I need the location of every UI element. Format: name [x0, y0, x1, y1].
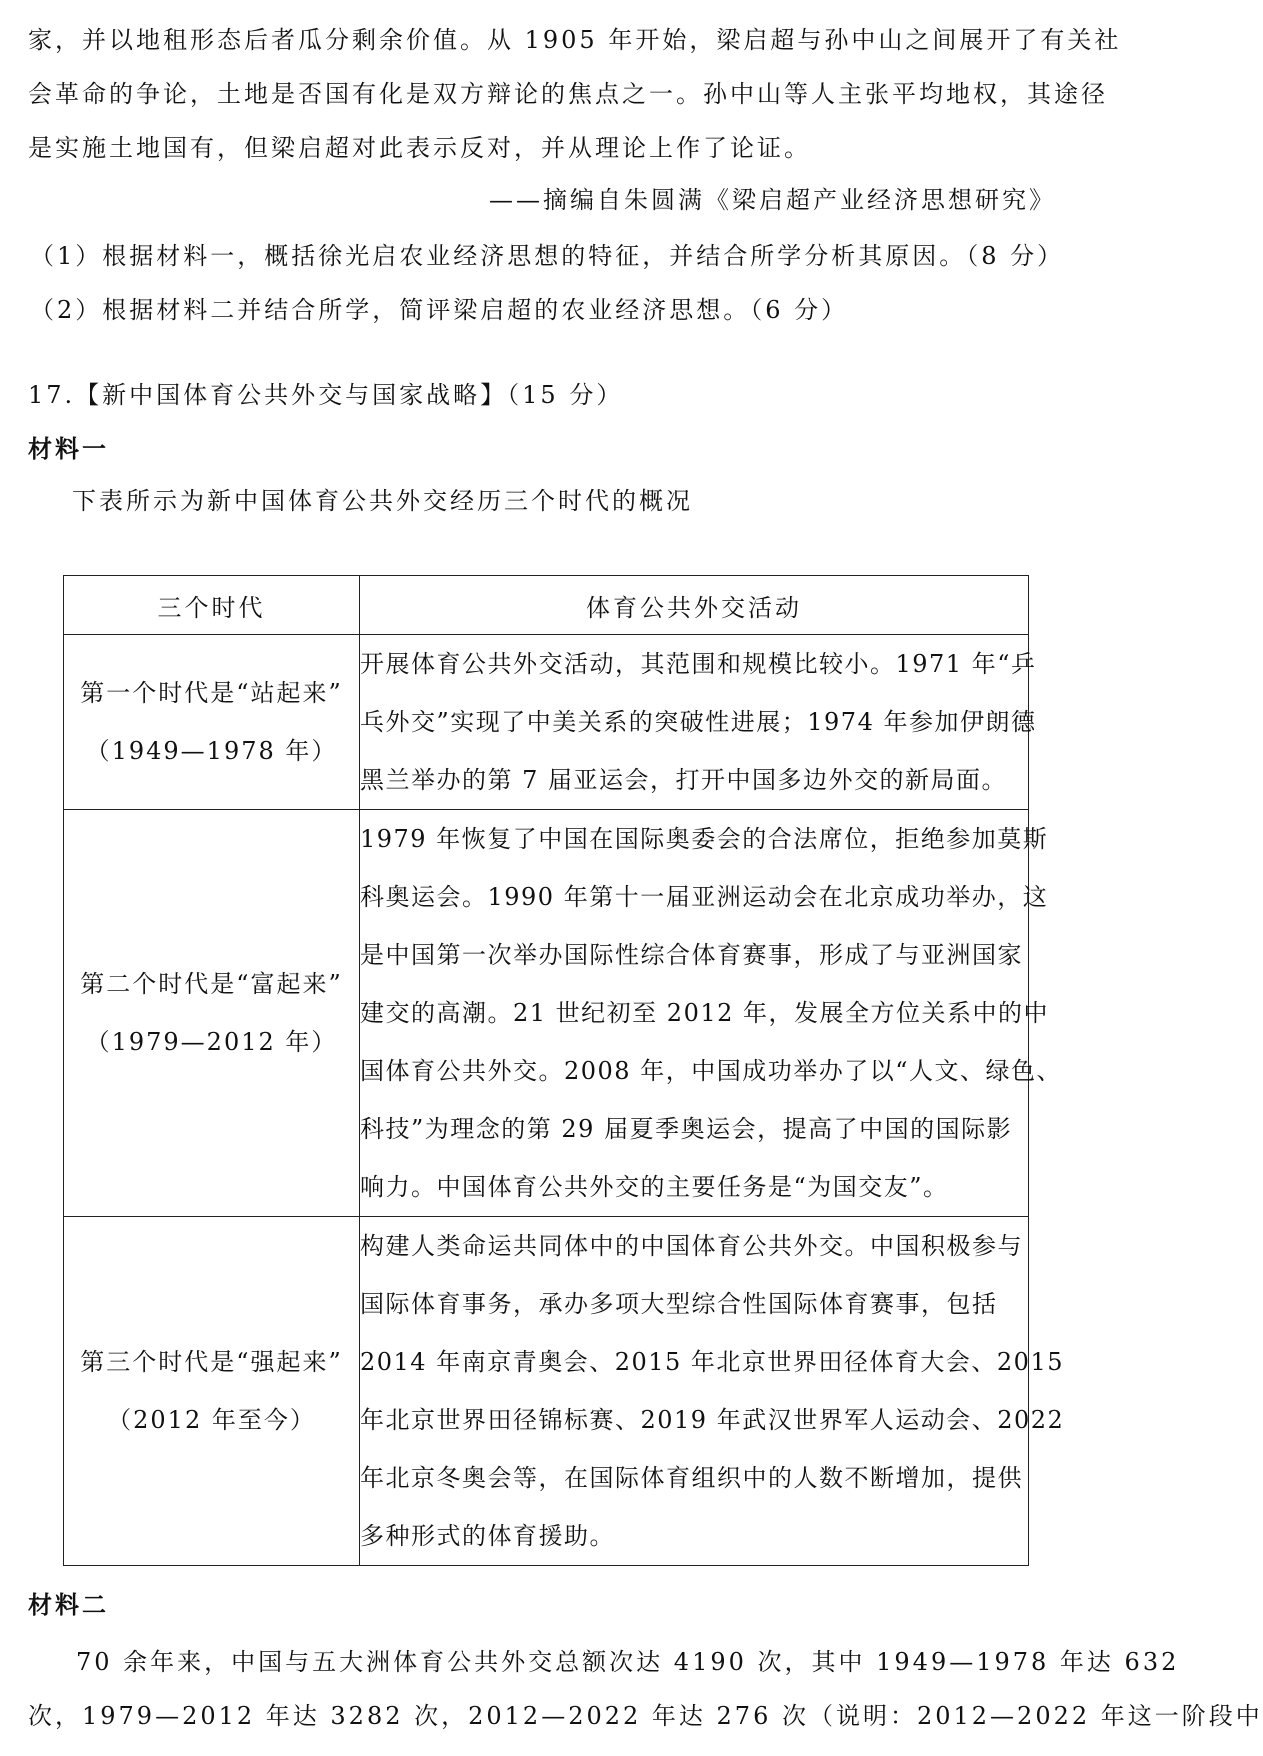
activity-line: 是中国第一次举办国际性综合体育赛事，形成了与亚洲国家: [360, 941, 1023, 969]
source-citation: ——摘编自朱圆满《梁启超产业经济思想研究》: [489, 186, 1056, 214]
activity-line: 构建人类命运共同体中的中国体育公共外交。中国积极参与: [360, 1232, 1023, 1260]
table-intro: 下表所示为新中国体育公共外交经历三个时代的概况: [72, 487, 693, 515]
era-years: （2012 年至今）: [107, 1406, 316, 1434]
material1-label: 材料一: [28, 434, 109, 463]
activity-line: 响力。中国体育公共外交的主要任务是“为国交友”。: [360, 1173, 949, 1201]
activity-cell: [360, 1217, 1065, 1566]
question-17-title: 17.【新中国体育公共外交与国家战略】（15 分）: [28, 381, 624, 409]
subquestion-2: （2）根据材料二并结合所学，简评梁启超的农业经济思想。（6 分）: [30, 296, 849, 324]
activity-line: 科技”为理念的第 29 届夏季奥运会，提高了中国的国际影: [360, 1115, 1013, 1143]
paragraph-line: 70 余年来，中国与五大洲体育公共外交总额次达 4190 次，其中 1949—1978 年达 632: [76, 1648, 1180, 1676]
paragraph-line: 是实施土地国有，但梁启超对此表示反对，并从理论上作了论证。: [28, 134, 811, 162]
table-header-activity: 体育公共外交活动: [360, 576, 1029, 635]
era-table: [63, 575, 1065, 1566]
material2-label: 材料二: [28, 1590, 109, 1619]
activity-cell: [360, 635, 1037, 810]
era-years: （1949—1978 年）: [85, 737, 338, 765]
era-cell: [64, 635, 360, 810]
activity-line: 2014 年南京青奥会、2015 年北京世界田径体育大会、2015: [360, 1348, 1064, 1376]
activity-line: 开展体育公共外交活动，其范围和规模比较小。1971 年“乒: [360, 650, 1037, 678]
activity-line: 黑兰举办的第 7 届亚运会，打开中国多边外交的新局面。: [360, 766, 1008, 794]
era-name: 第一个时代是“站起来”: [80, 679, 343, 707]
table-header-era: 三个时代: [64, 576, 360, 635]
era-cell: [64, 810, 360, 1217]
table-header-row: [64, 576, 1029, 635]
era-name: 第二个时代是“富起来”: [80, 970, 343, 998]
activity-line: 科奥运会。1990 年第十一届亚洲运动会在北京成功举办，这: [360, 883, 1049, 911]
activity-line: 年北京冬奥会等，在国际体育组织中的人数不断增加，提供: [360, 1464, 1023, 1492]
activity-line: 1979 年恢复了中国在国际奥委会的合法席位，拒绝参加莫斯: [360, 825, 1049, 853]
era-years: （1979—2012 年）: [85, 1028, 338, 1056]
paragraph-line: 会革命的争论，土地是否国有化是双方辩论的焦点之一。孙中山等人主张平均地权，其途径: [28, 80, 1108, 108]
subquestion-1: （1）根据材料一，概括徐光启农业经济思想的特征，并结合所学分析其原因。（8 分）: [30, 242, 1065, 270]
activity-line: 国体育公共外交。2008 年，中国成功举办了以“人文、绿色、: [360, 1057, 1062, 1085]
activity-line: 乓外交”实现了中美关系的突破性进展；1974 年参加伊朗德: [360, 708, 1037, 736]
activity-cell: [360, 810, 1062, 1217]
activity-line: 建交的高潮。21 世纪初至 2012 年，发展全方位关系中的中: [360, 999, 1050, 1027]
table-row: [64, 635, 1029, 810]
paragraph-line: 家，并以地租形态后者瓜分剩余价值。从 1905 年开始，梁启超与孙中山之间展开了有关社: [28, 26, 1122, 54]
paragraph-line: 次，1979—2012 年达 3282 次，2012—2022 年达 276 次（说明：2012—2022 年这一阶段中: [28, 1702, 1263, 1730]
activity-line: 国际体育事务，承办多项大型综合性国际体育赛事，包括: [360, 1290, 998, 1318]
era-name: 第三个时代是“强起来”: [80, 1348, 343, 1376]
activity-line: 年北京世界田径锦标赛、2019 年武汉世界军人运动会、2022: [360, 1406, 1065, 1434]
table-row: [64, 1217, 1029, 1566]
table-row: [64, 810, 1029, 1217]
activity-line: 多种形式的体育援助。: [360, 1522, 615, 1550]
era-cell: [64, 1217, 360, 1566]
